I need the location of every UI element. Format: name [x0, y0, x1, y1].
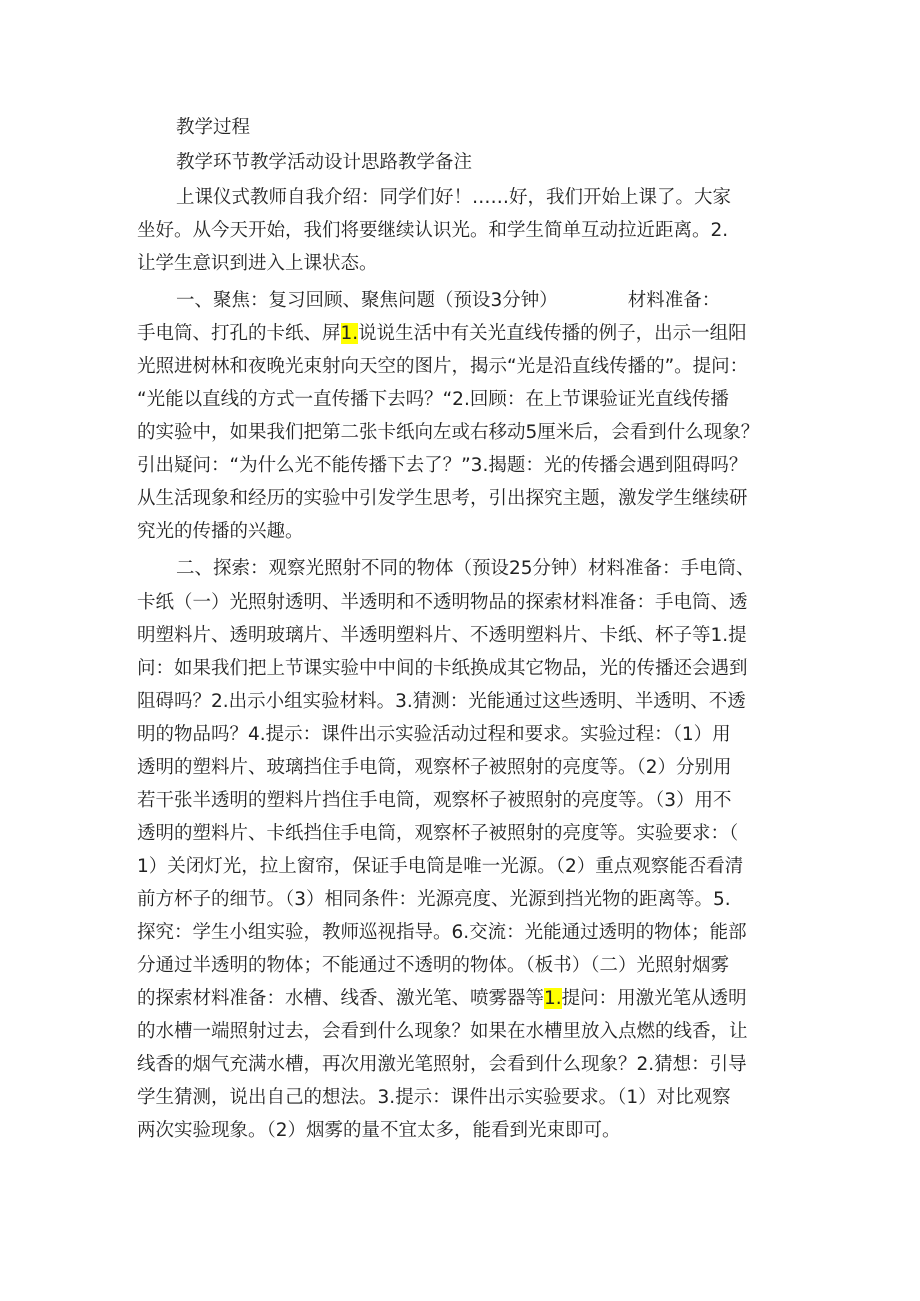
paragraph-line: “光能以直线的方式一直传播下去吗？“2.回顾：在上节课验证光直线传播	[137, 389, 729, 410]
paragraph-line: 前方杯子的细节。（3）相同条件：光源亮度、光源到挡光物的距离等。5.	[137, 889, 731, 910]
focus-heading: 一、聚焦：复习回顾、聚焦问题（预设3分钟）	[176, 290, 558, 311]
paragraph-line	[137, 988, 747, 1010]
paragraph-line	[176, 290, 720, 312]
paragraph-line: 透明的塑料片、卡纸挡住手电筒，观察杯子被照射的亮度等。实验要求：（	[137, 823, 739, 844]
paragraph-line	[137, 323, 747, 345]
text-run: 说说生活中有关光直线传播的例子，出示一组阳	[358, 323, 747, 344]
paragraph-line: 学生猜测，说出自己的想法。3.提示：课件出示实验要求。（1）对比观察	[137, 1087, 731, 1108]
paragraph-line: 的实验中，如果我们把第二张卡纸向左或右移动5厘米后，会看到什么现象？	[137, 422, 760, 443]
text-run: 的探索材料准备：水槽、线香、激光笔、喷雾器等	[137, 988, 545, 1009]
text-run: 手电筒、打孔的卡纸、屏	[137, 323, 341, 344]
paragraph-line: 阻碍吗？2.出示小组实验材料。3.猜测：光能通过这些透明、半透明、不透	[137, 691, 746, 712]
paragraph-line: 引出疑问：“为什么光不能传播下去了？”3.揭题：光的传播会遇到阻碍吗？	[137, 455, 748, 476]
section-heading: 教学过程	[176, 117, 251, 138]
paragraph-line: 线香的烟气充满水槽，再次用激光笔照射，会看到什么现象？2.猜想：引导	[137, 1054, 747, 1075]
highlighted-number: 1.	[544, 988, 562, 1009]
paragraph-line: 两次实验现象。（2）烟雾的量不宜太多，能看到光束即可。	[137, 1120, 621, 1141]
paragraph-line: 究光的传播的兴趣。	[137, 521, 304, 542]
materials-label: 材料准备：	[627, 290, 721, 311]
paragraph-line: 卡纸（一）光照射透明、半透明和不透明物品的探索材料准备：手电筒、透	[137, 592, 748, 613]
paragraph-line: 从生活现象和经历的实验中引发学生思考，引出探究主题，激发学生继续研	[137, 488, 748, 509]
paragraph-line: 二、探索：观察光照射不同的物体（预设25分钟）材料准备：手电筒、	[176, 558, 755, 579]
paragraph-line: 让学生意识到进入上课状态。	[137, 253, 378, 274]
table-header-line: 教学环节教学活动设计思路教学备注	[176, 152, 473, 173]
paragraph-line: 若干张半透明的塑料片挡住手电筒，观察杯子被照射的亮度等。（3）用不	[137, 790, 732, 811]
paragraph-line: 坐好。从今天开始，我们将要继续认识光。和学生简单互动拉近距离。2.	[137, 220, 729, 241]
paragraph-line: 明塑料片、透明玻璃片、半透明塑料片、不透明塑料片、卡纸、杯子等1.提	[137, 625, 747, 646]
text-run: 提问：用激光笔从透明	[561, 988, 747, 1009]
highlighted-number: 1.	[340, 323, 359, 344]
paragraph-line: 上课仪式教师自我介绍：同学们好！……好，我们开始上课了。大家	[176, 187, 732, 208]
paragraph-line: 透明的塑料片、玻璃挡住手电筒，观察杯子被照射的亮度等。（2）分别用	[137, 757, 732, 778]
paragraph-line: 的水槽一端照射过去，会看到什么现象？如果在水槽里放入点燃的线香，让	[137, 1021, 748, 1042]
paragraph-line: 明的物品吗？4.提示：课件出示实验活动过程和要求。实验过程：（1）用	[137, 724, 731, 745]
paragraph-line: 光照进树林和夜晚光束射向天空的图片，揭示“光是沿直线传播的”。提问：	[137, 356, 749, 377]
paragraph-line: 问：如果我们把上节课实验中中间的卡纸换成其它物品，光的传播还会遇到	[137, 658, 748, 679]
paragraph-line: 1）关闭灯光，拉上窗帘，保证手电筒是唯一光源。（2）重点观察能否看清	[137, 856, 744, 877]
paragraph-line: 探究：学生小组实验，教师巡视指导。6.交流：光能通过透明的物体；能部	[137, 922, 747, 943]
paragraph-line: 分通过半透明的物体；不能通过不透明的物体。（板书）（二）光照射烟雾	[137, 955, 730, 976]
